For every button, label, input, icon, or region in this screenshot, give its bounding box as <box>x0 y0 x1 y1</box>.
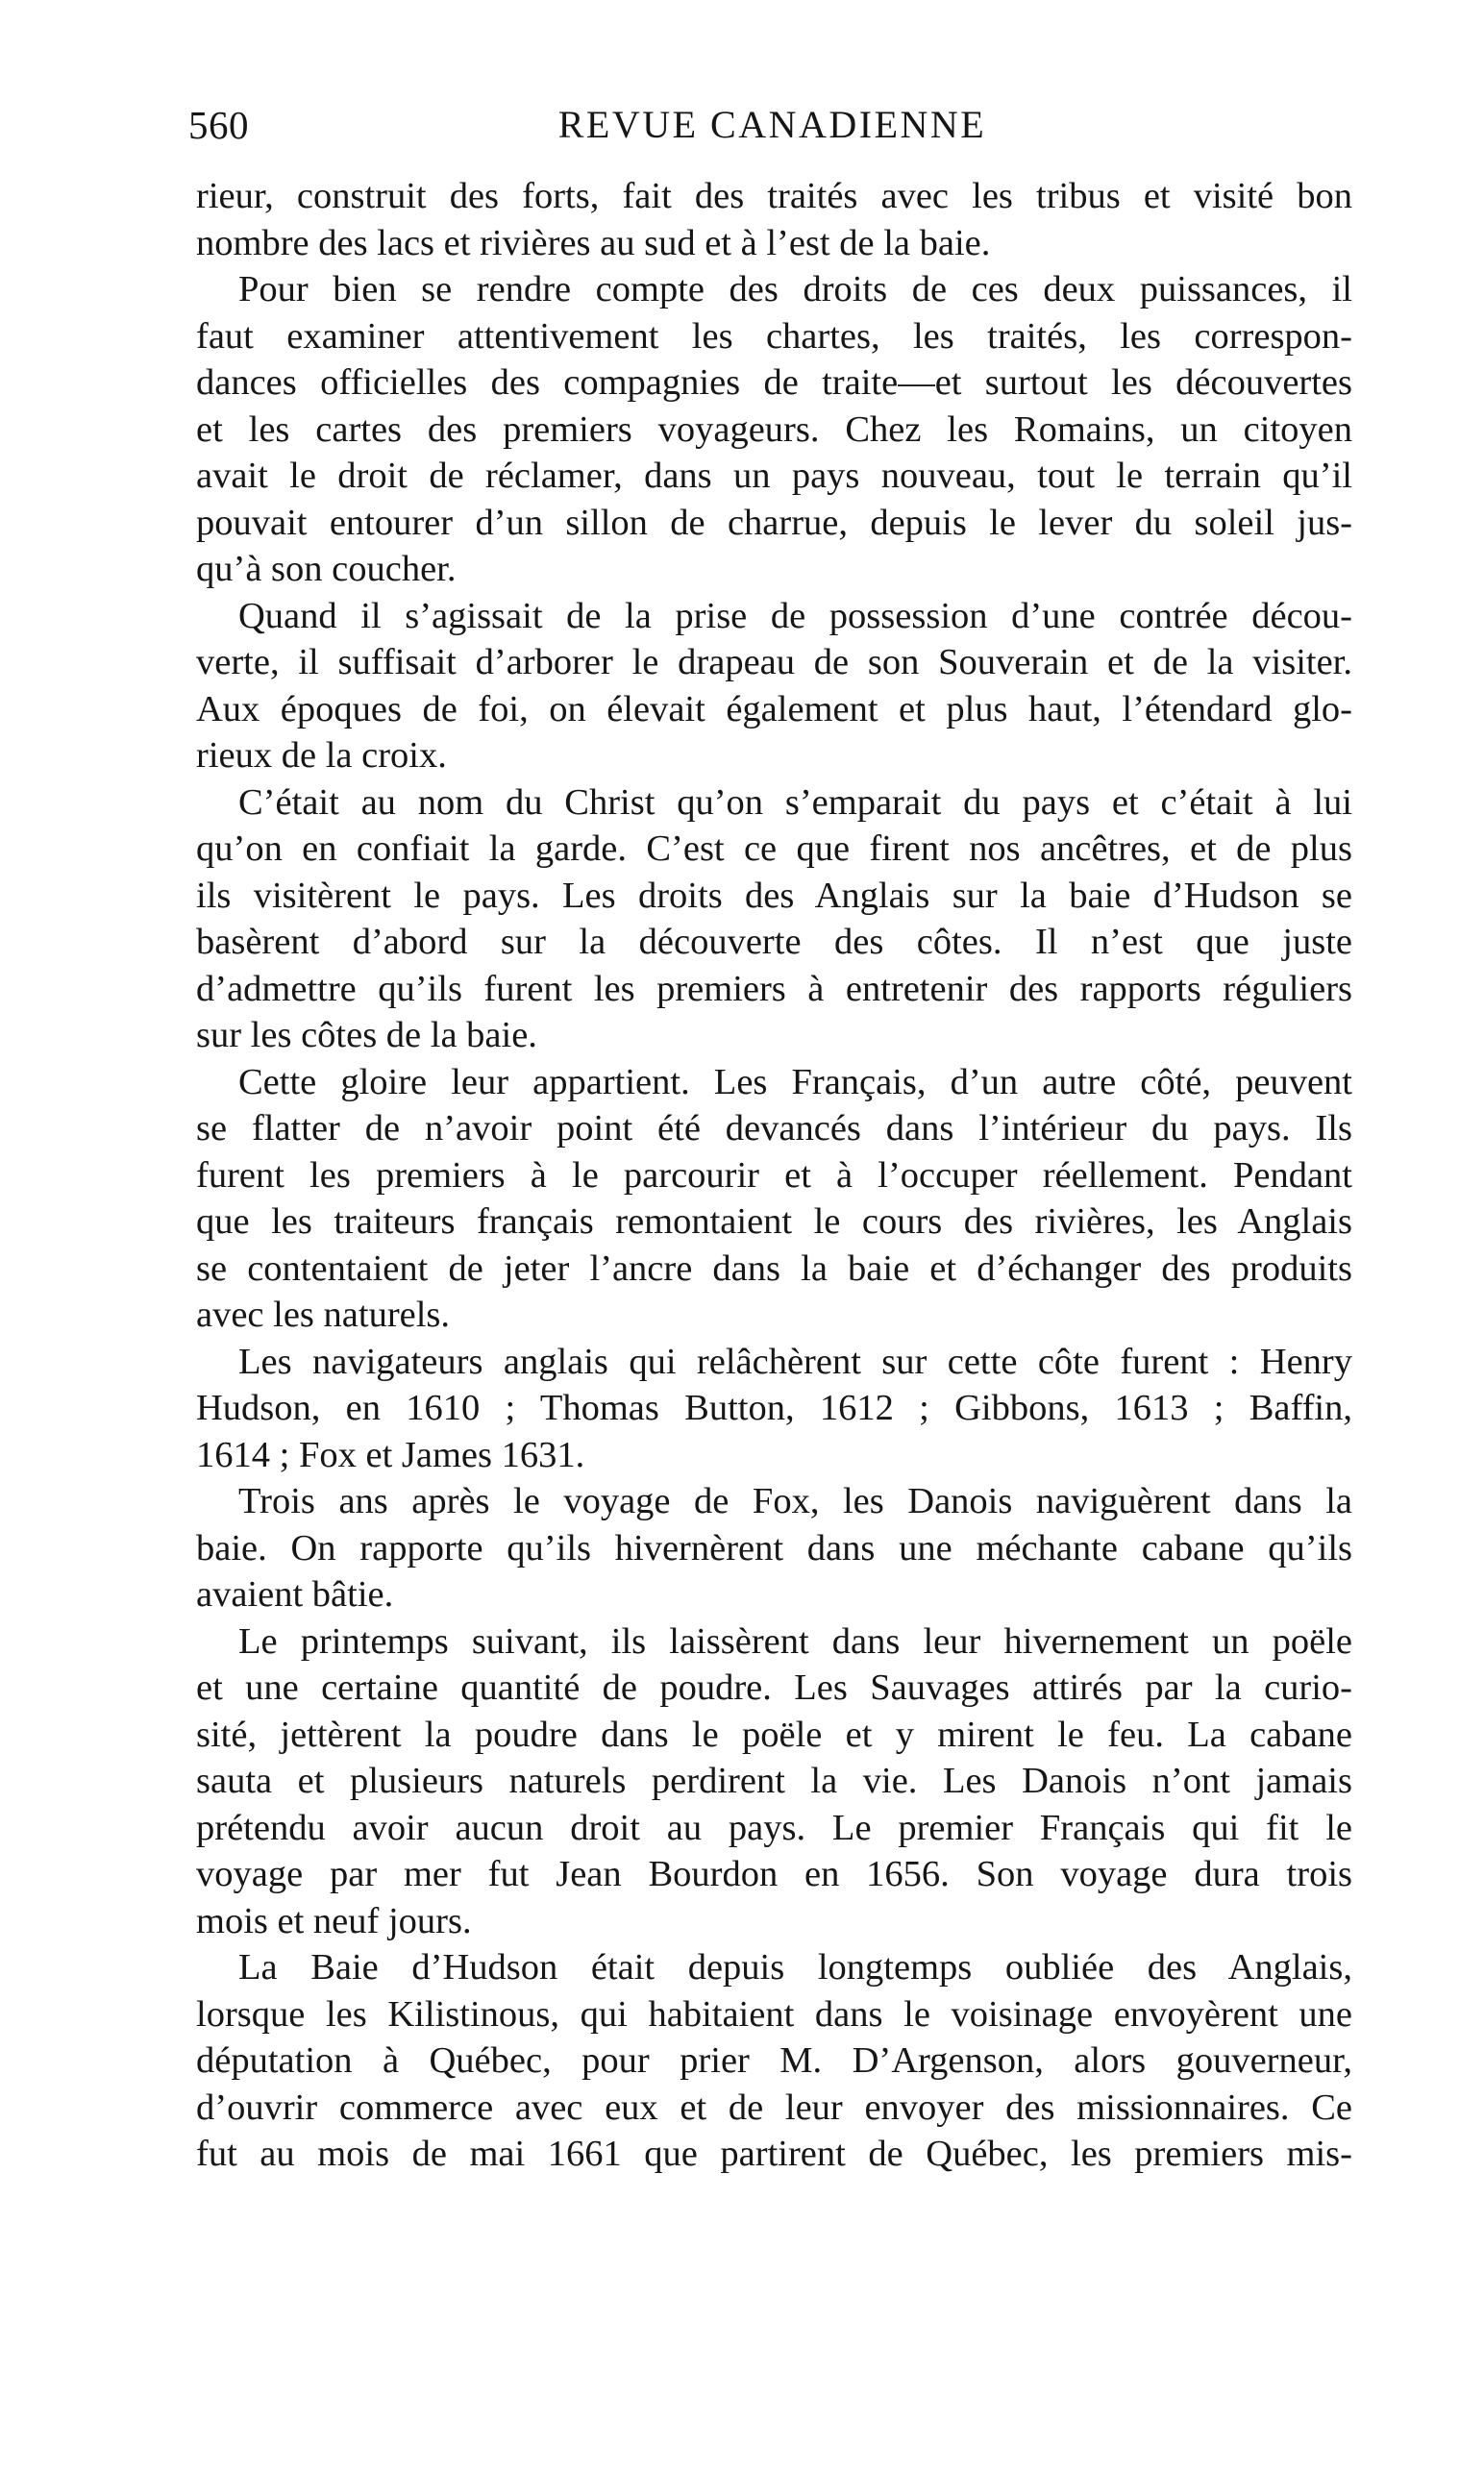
text-line: se flatter de n’avoir point été devancés dans l’intérieur du pays. Ils <box>196 1108 1352 1149</box>
text-line: prétendu avoir aucun droit au pays. Le premier Français qui fit le <box>196 1807 1352 1848</box>
paragraph-7 <box>196 1478 1352 1618</box>
text-line: ils visitèrent le pays. Les droits des Anglais sur la baie d’Hudson se <box>196 875 1352 916</box>
text-line: se contentaient de jeter l’ancre dans la baie et d’échanger des produits <box>196 1247 1352 1289</box>
text-line: voyage par mer fut Jean Bourdon en 1656. Son voyage dura trois <box>196 1854 1352 1894</box>
text-line: Cette gloire leur appartient. Les Français, d’un autre côté, peuvent <box>238 1061 1352 1102</box>
text-line: verte, il suffisait d’arborer le drapeau de son Souverain et de la visiter. <box>196 642 1352 682</box>
text-line: Le printemps suivant, ils laissèrent dans leur hivernement un poële <box>238 1620 1352 1662</box>
paragraph-3 <box>196 593 1352 779</box>
text-line: rieur, construit des forts, fait des traités avec les tribus et visité bon <box>196 176 1352 216</box>
text-line: d’admettre qu’ils furent les premiers à entretenir des rapports réguliers <box>196 968 1352 1009</box>
text-line: Hudson, en 1610 ; Thomas Button, 1612 ; Gibbons, 1613 ; Baffin, <box>196 1388 1352 1428</box>
journal-title: REVUE CANADIENNE <box>557 103 987 146</box>
text-line: d’ouvrir commerce avec eux et de leur envoyer des missionnaires. Ce <box>196 2087 1352 2128</box>
paragraph-9 <box>196 1944 1352 2178</box>
text-line: 1614 ; Fox et James 1631. <box>196 1434 585 1475</box>
text-line: sur les côtes de la baie. <box>196 1015 537 1055</box>
text-line: qu’à son coucher. <box>196 549 457 589</box>
text-line: fut au mois de mai 1661 que partirent de Québec, les premiers mis- <box>196 2134 1352 2174</box>
text-line: pouvait entourer d’un sillon de charrue, depuis le lever du soleil jus- <box>196 502 1352 543</box>
text-line: rieux de la croix. <box>196 735 447 776</box>
page-number: 560 <box>188 103 249 147</box>
text-line: baie. On rapporte qu’ils hivernèrent dans une méchante cabane qu’ils <box>196 1527 1352 1568</box>
text-line: avec les naturels. <box>196 1295 451 1335</box>
paragraph-2 <box>196 266 1352 593</box>
text-line: Pour bien se rendre compte des droits de ces deux puissances, il <box>238 269 1352 309</box>
paragraph-1 <box>196 173 1352 266</box>
text-line: sauta et plusieurs naturels perdirent la vie. Les Danois n’ont jamais <box>196 1761 1352 1801</box>
text-line: faut examiner attentivement les chartes, les traités, les correspon- <box>196 315 1352 357</box>
text-line: Trois ans après le voyage de Fox, les Danois naviguèrent dans la <box>238 1481 1352 1521</box>
paragraph-6 <box>196 1339 1352 1479</box>
text-line: Les navigateurs anglais qui relâchèrent sur cette côte furent : Henry <box>238 1341 1352 1382</box>
text-line: lorsque les Kilistinous, qui habitaient dans le voisinage envoyèrent une <box>196 1993 1352 2035</box>
body-text <box>196 173 1352 2178</box>
text-line: députation à Québec, pour prier M. D’Argenson, alors gouverneur, <box>196 2040 1352 2081</box>
paragraph-8 <box>196 1618 1352 1945</box>
paragraph-4 <box>196 779 1352 1059</box>
text-line: sité, jettèrent la poudre dans le poële et y mirent le feu. La cabane <box>196 1714 1352 1755</box>
text-line: avait le droit de réclamer, dans un pays nouveau, tout le terrain qu’il <box>196 456 1352 496</box>
text-line: C’était au nom du Christ qu’on s’emparait du pays et c’était à lui <box>238 781 1352 823</box>
text-line: Aux époques de foi, on élevait également et plus haut, l’étendard glo- <box>196 688 1352 729</box>
text-line: nombre des lacs et rivières au sud et à l’est de la baie. <box>196 222 991 263</box>
text-line: Quand il s’agissait de la prise de possession d’une contrée décou- <box>238 595 1352 636</box>
paragraph-5 <box>196 1059 1352 1339</box>
text-line: La Baie d’Hudson était depuis longtemps oubliée des Anglais, <box>238 1947 1352 1988</box>
text-line: furent les premiers à le parcourir et à l’occuper réellement. Pendant <box>196 1154 1352 1196</box>
text-line: que les traiteurs français remontaient le cours des rivières, les Anglais <box>196 1201 1352 1242</box>
text-line: mois et neuf jours. <box>196 1900 472 1941</box>
text-line: et une certaine quantité de poudre. Les Sauvages attirés par la curio- <box>196 1667 1352 1708</box>
text-line: qu’on en confiait la garde. C’est ce que firent nos ancêtres, et de plus <box>196 828 1352 869</box>
running-head <box>188 96 1356 154</box>
text-line: et les cartes des premiers voyageurs. Chez les Romains, un citoyen <box>196 408 1352 450</box>
text-line: avaient bâtie. <box>196 1574 394 1615</box>
text-line: dances officielles des compagnies de traite—et surtout les découvertes <box>196 362 1352 403</box>
text-line: basèrent d’abord sur la découverte des côtes. Il n’est que juste <box>196 922 1352 962</box>
